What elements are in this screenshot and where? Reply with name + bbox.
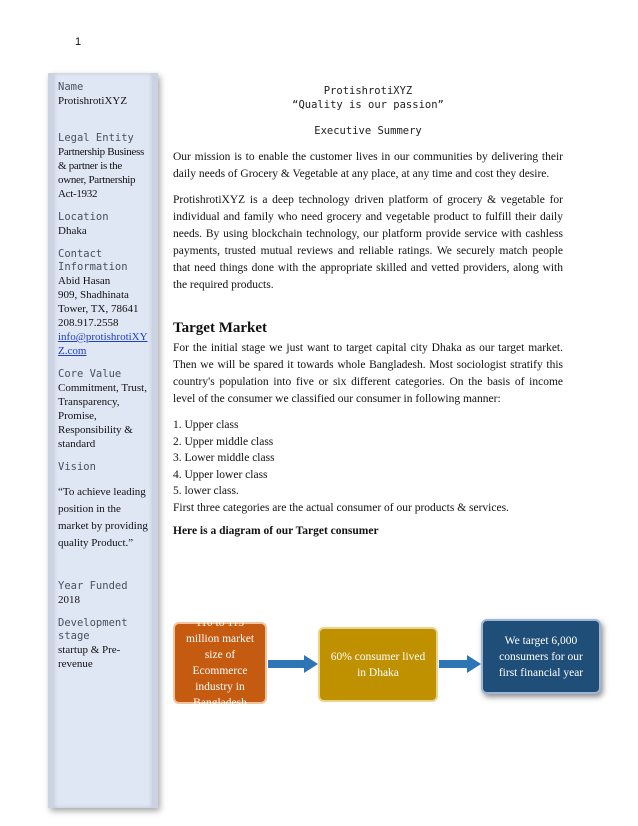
- dev-label: Development stage: [58, 617, 128, 642]
- core-value: Commitment, Trust, Transparency, Promise, Responsibility & standard: [58, 382, 147, 450]
- target-consumer-box: [481, 619, 601, 694]
- sidebar-contact-section: [58, 248, 148, 358]
- list-item: 5. lower class.: [173, 485, 239, 497]
- dev-value: startup & Pre-revenue: [58, 644, 121, 670]
- location-label: Location: [58, 211, 109, 223]
- market-size-box: [173, 617, 267, 709]
- tagline: “Quality is our passion”: [292, 99, 444, 111]
- sidebar: [48, 73, 158, 808]
- contact-email-link[interactable]: info@protishrotiXYZ.com: [58, 331, 148, 357]
- core-label: Core Value: [58, 368, 122, 380]
- target-market-paragraph: For the initial stage we just want to target capital city Dhaka as our target market. Then we will be spared it towards whole Bangladesh. Most sociologist stratify this country's population into five or six different categories. On the basis of income level of the consumer we classified our consumer in following manner:: [173, 342, 563, 405]
- name-value: ProtishrotiXYZ: [58, 95, 128, 107]
- legal-label: Legal Entity: [58, 132, 134, 144]
- list-item: 4. Upper lower class: [173, 468, 268, 481]
- list-item: 1. Upper class: [173, 419, 239, 431]
- summary-title: Executive Summery: [314, 125, 422, 137]
- platform-paragraph: ProtishrotiXYZ is a deep technology driven platform of grocery & vegetable for individual and family who need grocery and vegetable product to fulfill their daily needs. By using blockchain technology, our platform provide service with cashless payments, trusted mutual reviews and reliable ratings. We securely match people that need things done with the appropriate skilled and vetted providers, along with the required products.: [173, 194, 563, 291]
- dhaka-consumer-text: 60% consumer lived in Dhaka: [330, 650, 426, 679]
- contact-phone: 208.917.2558: [58, 317, 119, 329]
- location-value: Dhaka: [58, 225, 87, 237]
- contact-name: Abid Hasan: [58, 275, 111, 287]
- market-size-text: 110 to 115 million market size of Ecommerce industry in Bangladesh: [185, 617, 255, 709]
- arrow-right-icon: [268, 655, 318, 673]
- sidebar-dev-section: [58, 617, 148, 671]
- name-label: Name: [58, 81, 84, 93]
- sidebar-location-section: [58, 211, 148, 238]
- mission-paragraph: Our mission is to enable the customer lives in our communities by delivering their daily needs of Grocery & Vegetable at any place, at any time and cost they desire.: [173, 151, 563, 180]
- year-label: Year Funded: [58, 580, 128, 592]
- company-title: ProtishrotiXYZ: [323, 85, 413, 97]
- arrow-right-icon: [439, 655, 481, 673]
- dhaka-consumer-box: [318, 627, 438, 702]
- sidebar-name-section: [58, 81, 148, 108]
- vision-label: Vision: [58, 461, 96, 473]
- year-value: 2018: [58, 594, 80, 606]
- diagram-intro: Here is a diagram of our Target consumer: [173, 525, 379, 537]
- page-number: 1: [75, 36, 82, 48]
- list-item: 2. Upper middle class: [173, 435, 274, 448]
- main-content: [173, 84, 563, 537]
- sidebar-core-section: [58, 368, 148, 451]
- sidebar-legal-section: [58, 132, 148, 201]
- consumer-class-list: [173, 417, 563, 516]
- sidebar-vision-section: [58, 461, 148, 552]
- target-consumer-text: We target 6,000 consumers for our first financial year: [498, 634, 584, 679]
- contact-label: Contact Information: [58, 248, 128, 273]
- classes-note: First three categories are the actual consumer of our products & services.: [173, 501, 509, 514]
- sidebar-year-section: [58, 580, 148, 607]
- vision-value: “To achieve leading position in the market by providing quality Product.”: [58, 486, 148, 549]
- legal-value: Partnership Business & partner is the owner, Partnership Act-1932: [58, 146, 144, 200]
- list-item: 3. Lower middle class: [173, 452, 275, 464]
- contact-address: 909, Shadhinata Tower, TX, 78641: [58, 289, 139, 315]
- target-market-heading: Target Market: [173, 320, 267, 336]
